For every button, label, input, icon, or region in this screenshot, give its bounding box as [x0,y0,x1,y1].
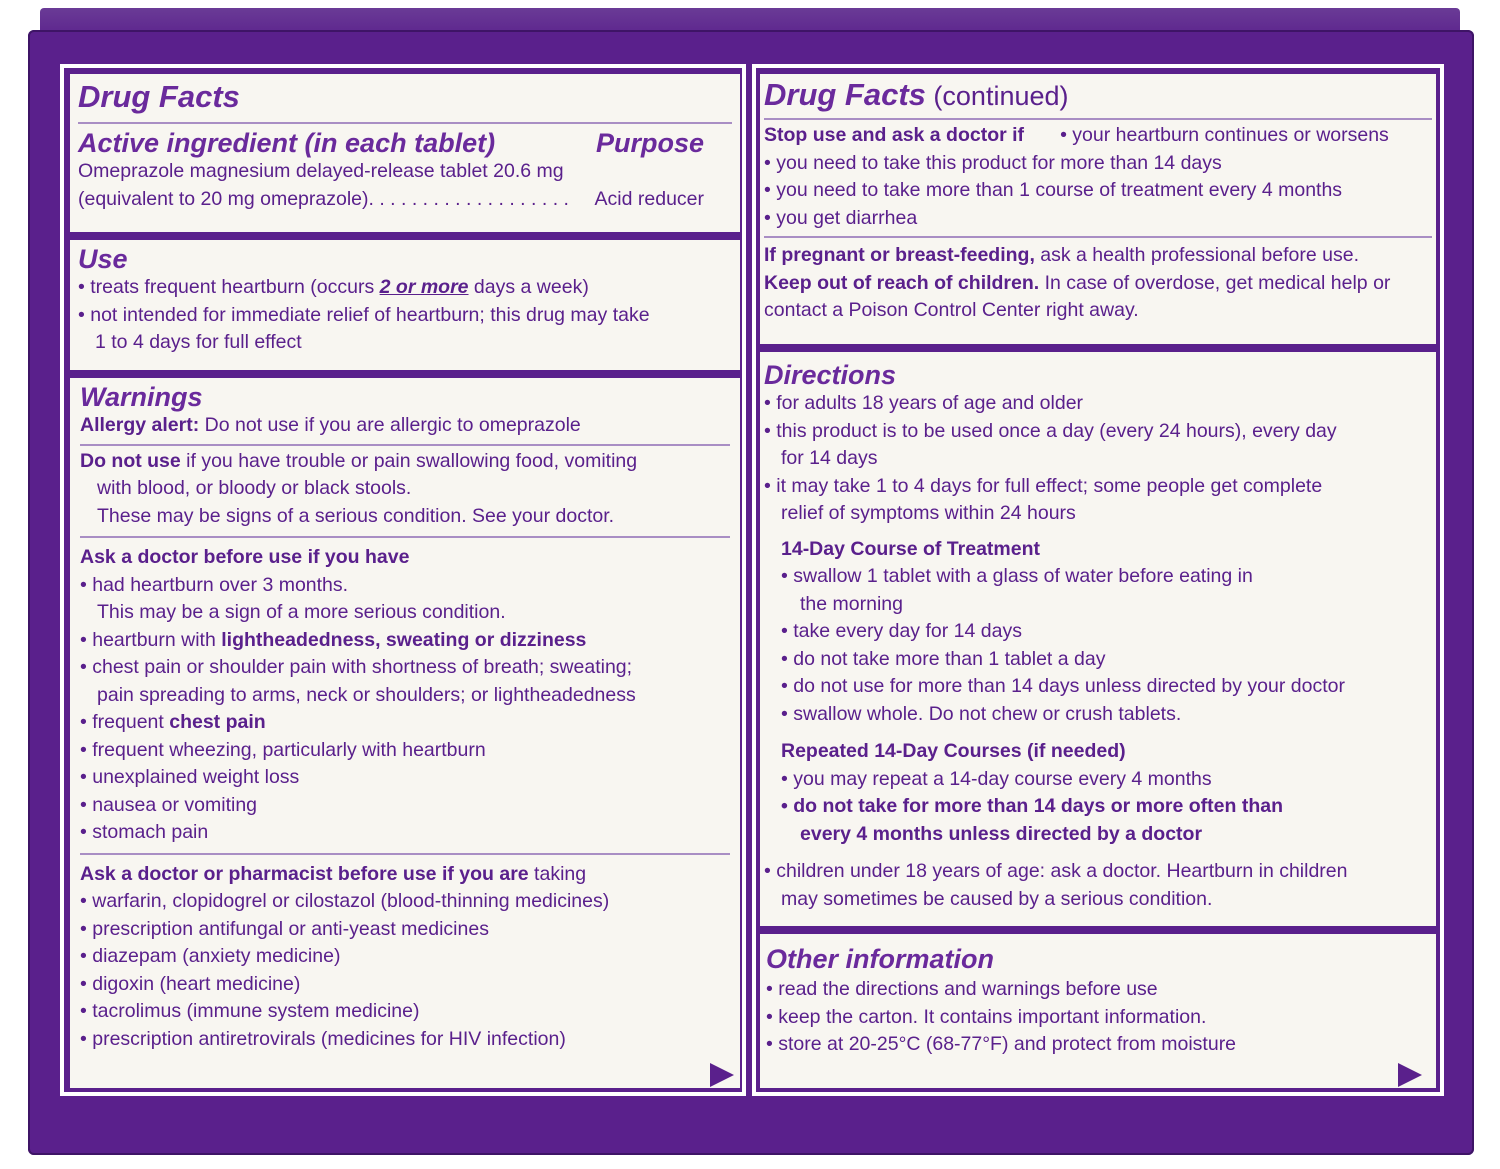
direction-item-cont: relief of symptoms within 24 hours [781,502,1076,524]
use-section [70,240,740,370]
ask-doctor-heading: Ask a doctor before use if you have [80,546,410,568]
active-ingredient-heading: Active ingredient (in each tablet) [78,128,496,158]
pharmacist-item: • prescription antifungal or anti-yeast medicines [80,917,489,940]
stop-item: • you get diarrhea [764,206,918,229]
ask-item: • nausea or vomiting [80,793,258,816]
course-heading: 14-Day Course of Treatment [781,537,1040,560]
course-item: • take every day for 14 days [781,620,1022,642]
continue-arrow-icon [710,1063,734,1087]
allergy-alert-label: Allergy alert: [80,414,200,436]
pharmacist-item: • tacrolimus (immune system medicine) [80,1000,420,1022]
frequent-bold: chest pain [169,711,266,733]
do-not-use-text: if you have trouble or pain swallowing food, vomiting [180,449,638,472]
lightheaded-bold: lightheadedness, sweating or dizziness [221,628,587,651]
chest-line2: pain spreading to arms, neck or shoulders; or lightheadedness [97,683,636,706]
pharmacist-item: • warfarin, clopidogrel or cilostazol (blood-thinning medicines) [80,890,610,912]
pharmacist-heading: Ask a doctor or pharmacist before use if you are [80,862,529,885]
stop-item: • your heartburn continues or worsens [1060,124,1389,146]
course-item: • swallow 1 tablet with a glass of water before eating in [781,565,1253,587]
divider [80,444,730,446]
ask-item: • had heartburn over 3 months. [80,573,349,596]
repeat-heading: Repeated 14-Day Courses (if needed) [781,740,1126,762]
other-item: • store at 20-25°C (68-77°F) and protect from moisture [766,1033,1237,1055]
drug-facts-title: Drug Facts [78,79,240,114]
purpose-value: Acid reducer [594,187,704,210]
directions-heading: Directions [764,360,897,390]
course-item: • do not take more than 1 tablet a day [781,647,1106,670]
divider [78,122,732,124]
divider [80,536,730,538]
ask-item: • stomach pain [80,821,209,843]
active-line1: Omeprazole magnesium delayed-release tablet 20.6 mg [78,160,564,182]
divider [764,236,1432,238]
other-item: • keep the carton. It contains important information. [766,1005,1207,1028]
direction-item-cont: for 14 days [781,447,878,469]
continued-label: (continued) [925,81,1069,111]
other-information-section [760,934,1436,1088]
direction-item: • this product is to be used once a day (every 24 hours), every day [764,419,1337,442]
chest-line1: • chest pain or shoulder pain with shortness of breath; sweating; [80,656,633,678]
do-not-use-line3: These may be signs of a serious condition. See your doctor. [97,504,615,527]
other-item: • read the directions and warnings before use [766,978,1158,1000]
use-item1-pre: • treats frequent heartburn (occurs [78,276,380,298]
pharmacist-item: • diazepam (anxiety medicine) [80,945,341,967]
purpose-heading: Purpose [595,128,704,158]
pharmacist-item: • prescription antiretrovirals (medicines for HIV infection) [80,1027,566,1050]
repeat-warning-line1: • do not take for more than 14 days or more often than [781,795,1283,817]
active-line2: (equivalent to 20 mg omeprazole). . . . . . . . . . . . . . . . . . . [78,187,569,210]
divider [764,118,1432,120]
other-information-heading: Other information [766,944,994,974]
pregnant-text: ask a health professional before use. [1034,244,1359,266]
use-item1-emphasis: 2 or more [379,276,469,298]
warnings-heading: Warnings [80,382,203,412]
ask-item: • unexplained weight loss [80,766,300,788]
children-line1: • children under 18 years of age: ask a doctor. Heartburn in children [764,860,1348,882]
keep-out-text: In case of overdose, get medical help or [1039,271,1391,294]
course-item: • do not use for more than 14 days unless directed by your doctor [781,675,1345,697]
pregnant-label: If pregnant or breast-feeding, [764,244,1035,266]
direction-item: • for adults 18 years of age and older [764,392,1084,414]
drug-facts-continued-title: Drug Facts [764,77,926,112]
stop-use-section [760,74,1436,344]
do-not-use-label: Do not use [80,449,181,472]
continue-arrow-icon [1398,1063,1422,1087]
course-item: • swallow whole. Do not chew or crush tablets. [781,702,1182,725]
ask-item: • frequent wheezing, particularly with heartburn [80,738,486,761]
ask-item-cont: This may be a sign of a more serious condition. [97,601,506,623]
keep-out-label: Keep out of reach of children. [764,271,1040,294]
divider [80,853,730,855]
direction-item: • it may take 1 to 4 days for full effect; some people get complete [764,474,1323,497]
lightheaded-pre: • heartburn with [80,628,222,651]
stop-item: • you need to take more than 1 course of treatment every 4 months [764,179,1343,201]
active-ingredient-section [70,74,740,232]
repeat-item: • you may repeat a 14-day course every 4 months [781,767,1212,790]
pharmacist-item: • digoxin (heart medicine) [80,972,301,995]
use-heading: Use [78,244,128,274]
keep-out-line2: contact a Poison Control Center right away. [764,299,1139,321]
repeat-warning-line2: every 4 months unless directed by a doctor [800,822,1203,845]
stop-use-heading: Stop use and ask a doctor if [764,124,1025,146]
stop-item: • you need to take this product for more than 14 days [764,151,1222,174]
course-item-cont: the morning [800,592,903,615]
use-item2-line1: • not intended for immediate relief of heartburn; this drug may take [78,303,650,326]
use-item2-line2: 1 to 4 days for full effect [95,331,302,353]
use-item1-post: days a week) [468,276,589,298]
do-not-use-line2: with blood, or bloody or black stools. [97,477,412,499]
allergy-alert-text: Do not use if you are allergic to omeprazole [199,414,581,436]
warnings-section [70,378,740,1088]
children-line2: may sometimes be caused by a serious condition. [781,887,1213,910]
pharmacist-heading-tail: taking [528,862,587,885]
directions-section [760,352,1436,926]
frequent-pre: • frequent [80,711,170,733]
